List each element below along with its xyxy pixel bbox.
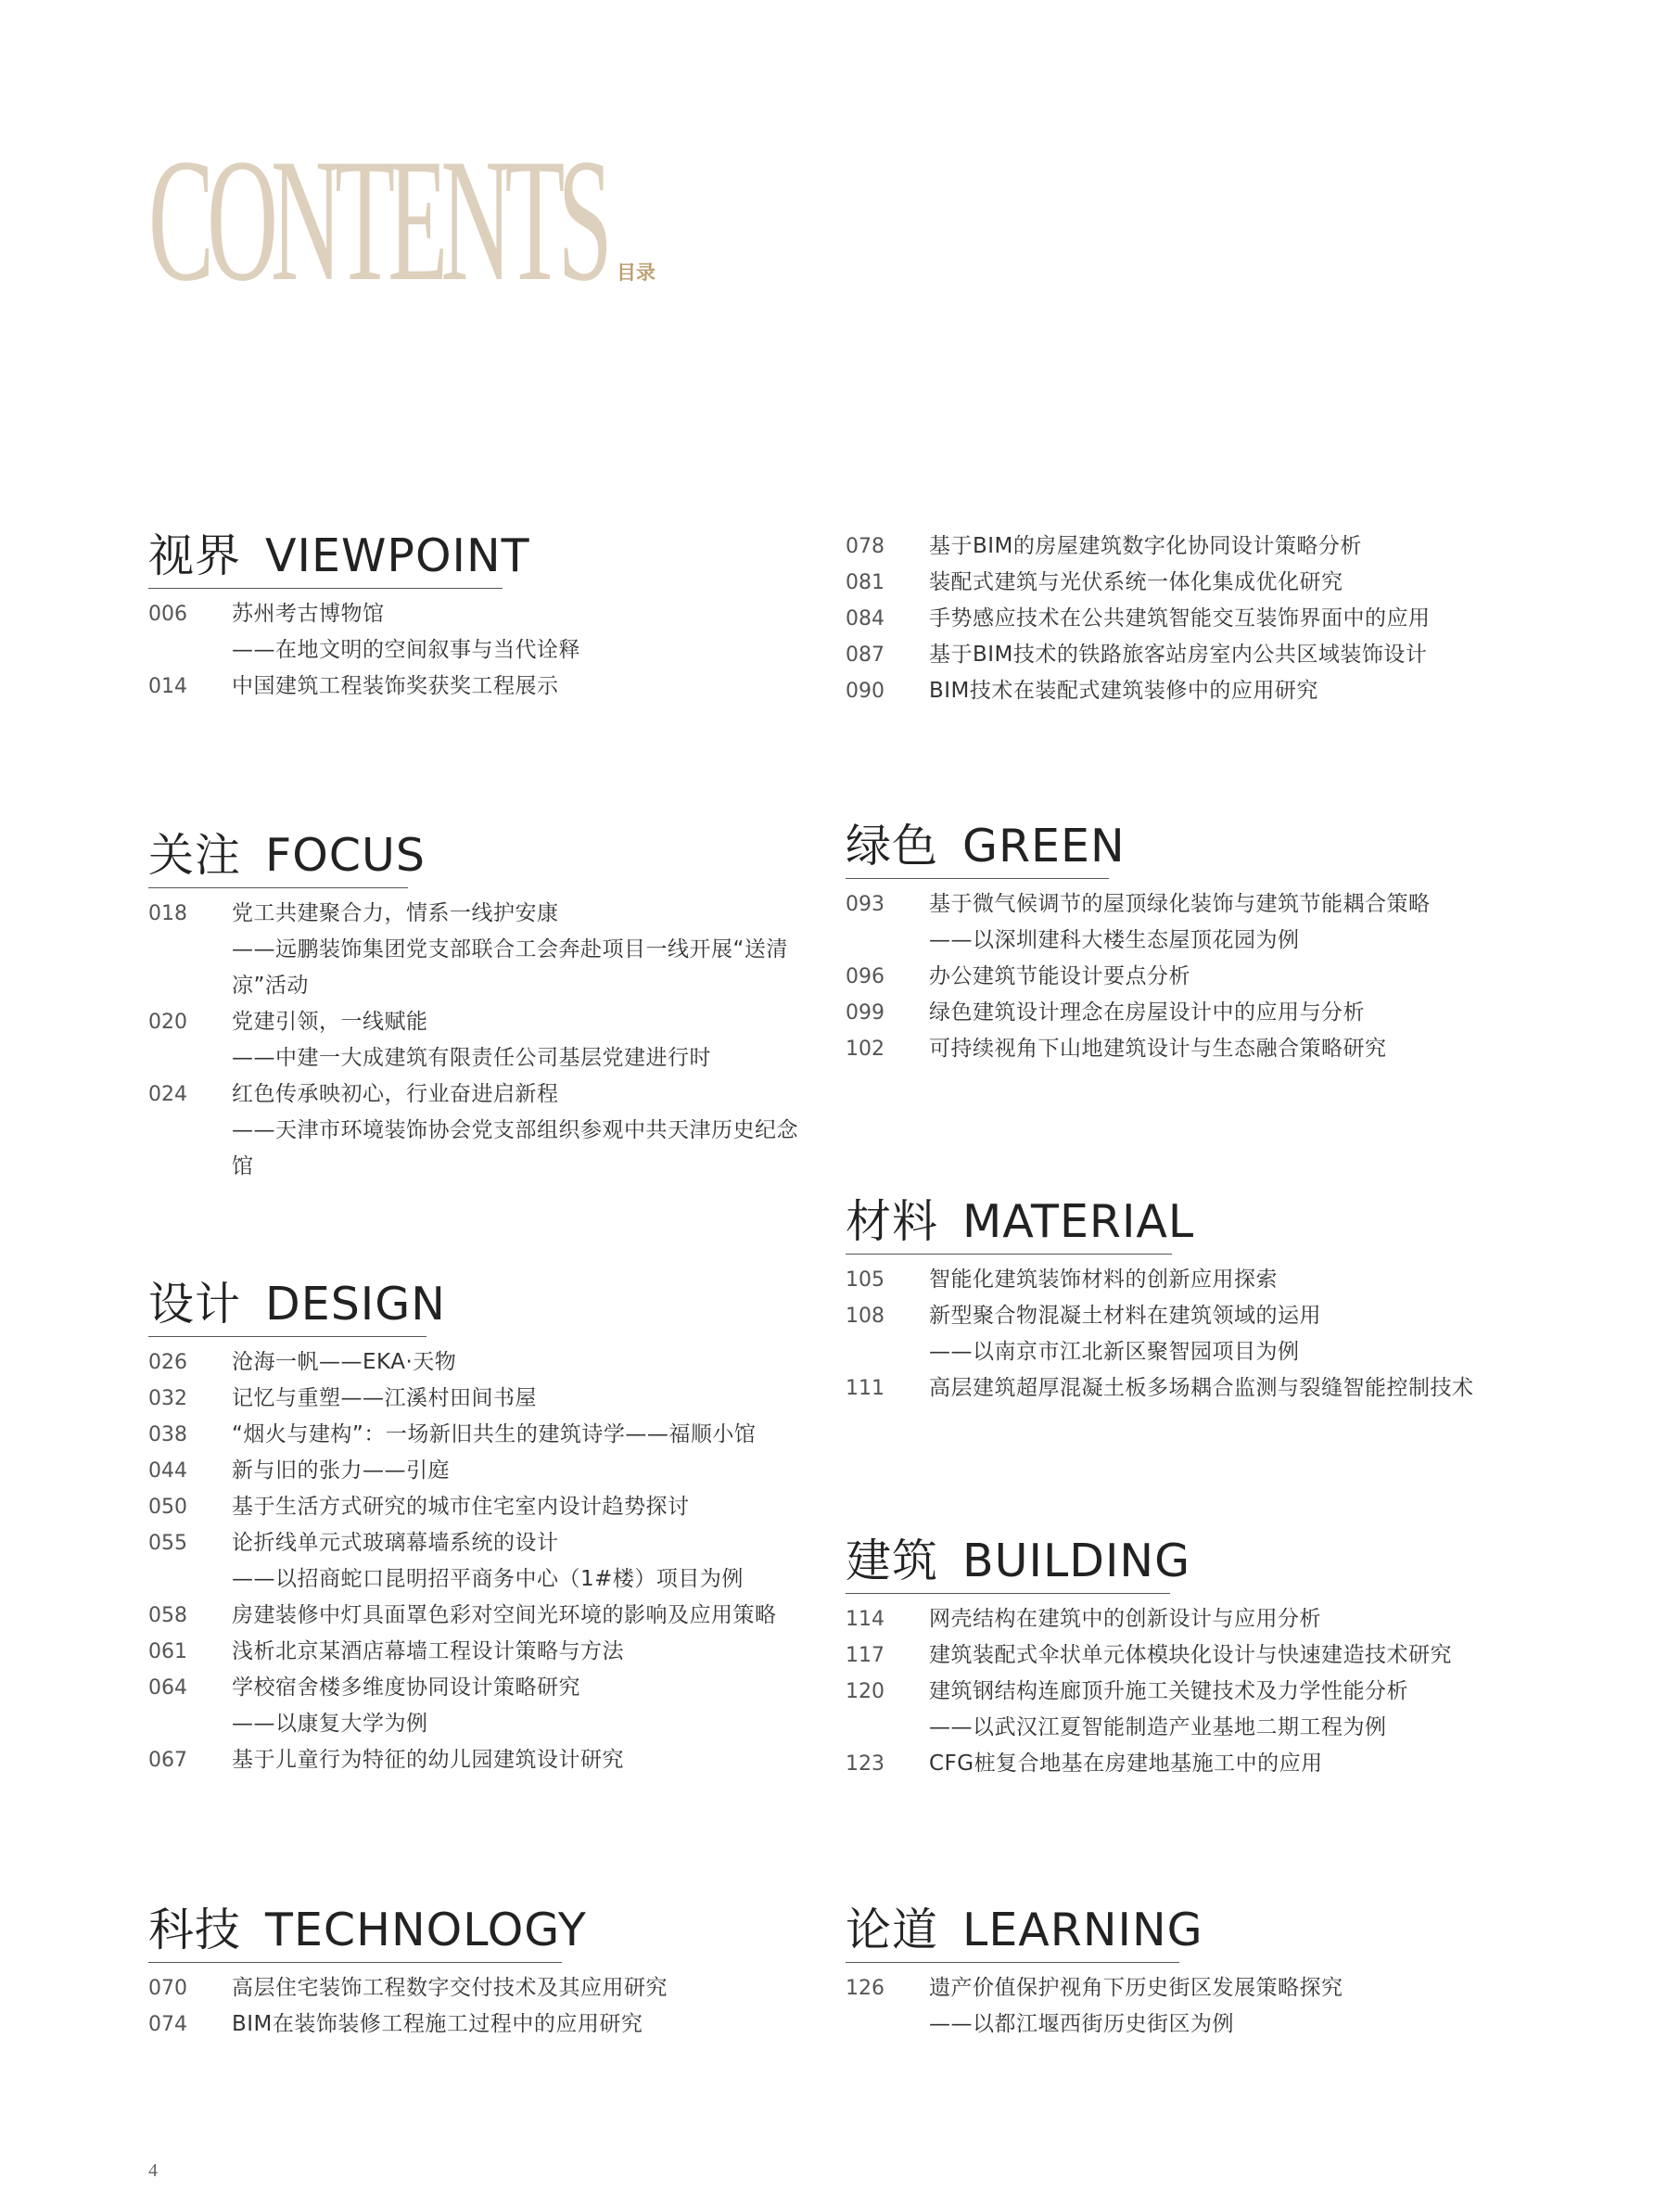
entry-page-number: 123 — [846, 1752, 885, 1776]
entry-page-number: 032 — [148, 1387, 187, 1410]
toc-entry[interactable] — [148, 1970, 668, 2006]
toc-section-viewpoint — [148, 529, 580, 705]
toc-entry[interactable] — [846, 565, 1431, 601]
entry-title: 基于BIM的房屋建筑数字化协同设计策略分析 — [929, 534, 1362, 558]
toc-entry[interactable] — [148, 1344, 777, 1381]
entry-title: 党建引领，一线赋能 — [232, 1010, 428, 1034]
entry-title: BIM技术在装配式建筑装修中的应用研究 — [929, 679, 1318, 703]
section-heading-cn: 绿色 — [846, 820, 939, 873]
toc-entry[interactable] — [148, 1453, 777, 1489]
section-heading-en: BUILDING — [962, 1535, 1191, 1587]
toc-entry[interactable] — [846, 1746, 1452, 1782]
toc-entry[interactable] — [846, 1674, 1452, 1746]
toc-entry[interactable] — [846, 959, 1431, 995]
toc-entry[interactable] — [846, 1298, 1474, 1370]
toc-section-green — [846, 819, 1431, 1067]
entry-list — [148, 596, 580, 705]
section-heading-en: DESIGN — [265, 1278, 446, 1331]
toc-entry[interactable] — [148, 1742, 777, 1778]
section-heading — [846, 1194, 1474, 1250]
entry-title: 记忆与重塑——江溪村田间书屋 — [232, 1386, 537, 1410]
section-heading — [148, 529, 580, 584]
entry-page-number: 084 — [846, 607, 885, 631]
toc-entry[interactable] — [148, 1670, 777, 1742]
entry-list — [846, 886, 1431, 1067]
section-heading — [846, 1534, 1452, 1589]
toc-entry[interactable] — [148, 1598, 777, 1634]
section-heading-cn: 材料 — [846, 1195, 939, 1248]
toc-entry[interactable] — [846, 1031, 1431, 1067]
entry-page-number: 061 — [148, 1640, 187, 1663]
entry-title: 新型聚合物混凝土材料在建筑领域的运用 — [929, 1304, 1321, 1328]
toc-entry[interactable] — [148, 596, 580, 669]
entry-page-number: 102 — [846, 1038, 885, 1061]
section-heading-en: VIEWPOINT — [265, 529, 530, 582]
entry-page-number: 093 — [846, 893, 885, 916]
entry-page-number: 067 — [148, 1749, 187, 1772]
entry-page-number: 078 — [846, 535, 885, 558]
section-heading-en: MATERIAL — [962, 1195, 1195, 1248]
entry-title: 高层住宅装饰工程数字交付技术及其应用研究 — [232, 1976, 668, 2000]
contents-masthead — [148, 123, 668, 318]
section-rule — [148, 1962, 562, 1963]
toc-entry[interactable] — [148, 1634, 777, 1670]
entry-title: 装配式建筑与光伏系统一体化集成优化研究 — [929, 570, 1343, 594]
toc-entry[interactable] — [846, 995, 1431, 1031]
entry-page-number: 050 — [148, 1496, 187, 1519]
entry-subtitle: ——以南京市江北新区聚智园项目为例 — [929, 1340, 1300, 1364]
toc-entry[interactable] — [846, 1370, 1474, 1407]
entry-title: BIM在装饰装修工程施工过程中的应用研究 — [232, 2012, 643, 2036]
entry-title: 基于BIM技术的铁路旅客站房室内公共区域装饰设计 — [929, 643, 1428, 667]
entry-page-number: 038 — [148, 1423, 187, 1446]
entry-subtitle: ——以武汉江夏智能制造产业基地二期工程为例 — [929, 1715, 1387, 1739]
toc-entry[interactable] — [148, 1525, 777, 1598]
section-rule — [148, 588, 503, 589]
section-rule — [846, 1593, 1170, 1594]
section-heading-cn: 科技 — [148, 1904, 242, 1956]
toc-section-focus — [148, 828, 816, 1185]
entry-subtitle: ——天津市环境装饰协会党支部组织参观中共天津历史纪念馆 — [232, 1118, 798, 1178]
entry-title: 党工共建聚合力，情系一线护安康 — [232, 901, 559, 925]
entry-title: 基于微气候调节的屋顶绿化装饰与建筑节能耦合策略 — [929, 892, 1431, 916]
entry-list — [846, 1262, 1474, 1407]
section-heading-en: GREEN — [962, 820, 1126, 873]
section-rule — [846, 1254, 1172, 1255]
toc-entry[interactable] — [148, 1076, 816, 1185]
section-rule — [148, 887, 408, 888]
entry-subtitle: ——以深圳建科大楼生态屋顶花园为例 — [929, 928, 1300, 952]
entry-page-number: 018 — [148, 902, 187, 925]
section-heading — [148, 1277, 777, 1332]
entry-page-number: 070 — [148, 1977, 187, 2000]
entry-title: 红色传承映初心，行业奋进启新程 — [232, 1082, 559, 1106]
entry-subtitle: ——远鹏装饰集团党支部联合工会奔赴项目一线开展“送清 — [232, 937, 788, 962]
toc-entry[interactable] — [846, 529, 1431, 565]
entry-subtitle: ——中建一大成建筑有限责任公司基层党建进行时 — [232, 1046, 711, 1070]
entry-page-number: 099 — [846, 1001, 885, 1025]
entry-title: 建筑钢结构连廊顶升施工关键技术及力学性能分析 — [929, 1679, 1408, 1703]
entry-subtitle: ——以康复大学为例 — [232, 1712, 428, 1736]
section-heading-en: LEARNING — [962, 1904, 1203, 1956]
toc-entry[interactable] — [148, 1489, 777, 1525]
entry-subtitle: 凉”活动 — [232, 974, 309, 998]
entry-page-number: 087 — [846, 643, 885, 667]
section-rule — [846, 878, 1109, 879]
section-rule — [846, 1962, 1179, 1963]
section-rule — [148, 1336, 426, 1337]
entry-title: 可持续视角下山地建筑设计与生态融合策略研究 — [929, 1037, 1387, 1061]
toc-entry[interactable] — [148, 1004, 816, 1076]
toc-entry[interactable] — [846, 637, 1431, 673]
entry-title: 智能化建筑装饰材料的创新应用探索 — [929, 1267, 1278, 1292]
toc-entry[interactable] — [148, 669, 580, 705]
entry-list — [148, 1344, 777, 1778]
section-heading-cn: 建筑 — [846, 1535, 939, 1587]
section-heading — [846, 819, 1431, 874]
entry-title: 论折线单元式玻璃幕墙系统的设计 — [232, 1531, 559, 1555]
section-heading — [846, 1903, 1343, 1958]
toc-entry[interactable] — [846, 673, 1431, 709]
toc-section-building — [846, 1534, 1452, 1782]
toc-entry[interactable] — [148, 1381, 777, 1417]
entry-page-number: 055 — [148, 1532, 187, 1555]
entry-page-number: 114 — [846, 1608, 885, 1631]
entry-page-number: 006 — [148, 603, 187, 626]
entry-subtitle: ——在地文明的空间叙事与当代诠释 — [232, 638, 580, 662]
entry-page-number: 108 — [846, 1305, 885, 1328]
entry-title: 沧海一帆——EKA·天物 — [232, 1350, 457, 1374]
section-heading — [148, 1903, 668, 1958]
toc-section-material — [846, 1194, 1474, 1407]
entry-page-number: 117 — [846, 1644, 885, 1667]
toc-section-technology — [148, 1903, 668, 2043]
entry-list — [846, 1970, 1343, 2043]
entry-title: 浅析北京某酒店幕墙工程设计策略与方法 — [232, 1639, 624, 1663]
section-heading-cn: 视界 — [148, 529, 242, 582]
section-heading-cn: 论道 — [846, 1904, 939, 1956]
entry-title: 房建装修中灯具面罩色彩对空间光环境的影响及应用策略 — [232, 1603, 777, 1627]
entry-list — [148, 1970, 668, 2043]
entry-page-number: 026 — [148, 1351, 187, 1374]
toc-entry[interactable] — [846, 601, 1431, 637]
toc-entry[interactable] — [846, 886, 1431, 959]
toc-entry[interactable] — [846, 1262, 1474, 1298]
toc-entry[interactable] — [846, 1601, 1452, 1637]
entry-title: 新与旧的张力——引庭 — [232, 1459, 450, 1483]
entry-title: “烟火与建构”：一场新旧共生的建筑诗学——福顺小馆 — [232, 1422, 757, 1446]
toc-entry[interactable] — [148, 896, 816, 1004]
toc-section-learning — [846, 1903, 1343, 2043]
entry-title: 网壳结构在建筑中的创新设计与应用分析 — [929, 1607, 1321, 1631]
entry-list — [846, 1601, 1452, 1782]
entry-title: 绿色建筑设计理念在房屋设计中的应用与分析 — [929, 1000, 1365, 1025]
entry-list — [148, 896, 816, 1185]
section-heading-en: FOCUS — [265, 829, 426, 882]
contents-title: CONTENTS — [148, 123, 605, 318]
toc-entry[interactable] — [846, 1970, 1343, 2043]
entry-page-number: 024 — [148, 1083, 187, 1106]
entry-page-number: 096 — [846, 965, 885, 988]
section-heading-en: TECHNOLOGY — [265, 1904, 587, 1956]
entry-title: 基于生活方式研究的城市住宅室内设计趋势探讨 — [232, 1495, 690, 1519]
toc-section-continued — [846, 529, 1431, 709]
entry-title: 基于儿童行为特征的幼儿园建筑设计研究 — [232, 1748, 624, 1772]
entry-page-number: 064 — [148, 1676, 187, 1700]
entry-page-number: 074 — [148, 2013, 187, 2036]
entry-title: 高层建筑超厚混凝土板多场耦合监测与裂缝智能控制技术 — [929, 1376, 1474, 1400]
entry-title: CFG桩复合地基在房建地基施工中的应用 — [929, 1752, 1323, 1776]
toc-entry[interactable] — [846, 1637, 1452, 1674]
entry-page-number: 058 — [148, 1604, 187, 1627]
entry-page-number: 044 — [148, 1459, 187, 1483]
entry-subtitle: ——以招商蛇口昆明招平商务中心（1#楼）项目为例 — [232, 1567, 744, 1591]
entry-subtitle: ——以都江堰西街历史街区为例 — [929, 2012, 1234, 2036]
entry-title: 手势感应技术在公共建筑智能交互装饰界面中的应用 — [929, 606, 1431, 631]
entry-page-number: 105 — [846, 1268, 885, 1292]
toc-entry[interactable] — [148, 1417, 777, 1453]
toc-entry[interactable] — [148, 2006, 668, 2043]
entry-title: 学校宿舍楼多维度协同设计策略研究 — [232, 1675, 580, 1700]
entry-title: 中国建筑工程装饰奖获奖工程展示 — [232, 674, 559, 698]
entry-page-number: 081 — [846, 571, 885, 594]
contents-subtitle: 目录 — [617, 261, 655, 284]
entry-page-number: 126 — [846, 1977, 885, 2000]
page-number: 4 — [148, 2160, 158, 2181]
entry-list — [846, 529, 1431, 709]
section-heading — [148, 828, 816, 884]
entry-title: 苏州考古博物馆 — [232, 602, 385, 626]
entry-page-number: 111 — [846, 1377, 885, 1400]
entry-title: 遗产价值保护视角下历史街区发展策略探究 — [929, 1976, 1343, 2000]
entry-page-number: 120 — [846, 1680, 885, 1703]
entry-page-number: 090 — [846, 680, 885, 703]
entry-page-number: 014 — [148, 675, 187, 698]
entry-title: 建筑装配式伞状单元体模块化设计与快速建造技术研究 — [929, 1643, 1452, 1667]
entry-title: 办公建筑节能设计要点分析 — [929, 964, 1190, 988]
entry-page-number: 020 — [148, 1011, 187, 1034]
section-heading-cn: 关注 — [148, 829, 242, 882]
toc-section-design — [148, 1277, 777, 1778]
section-heading-cn: 设计 — [148, 1278, 242, 1331]
